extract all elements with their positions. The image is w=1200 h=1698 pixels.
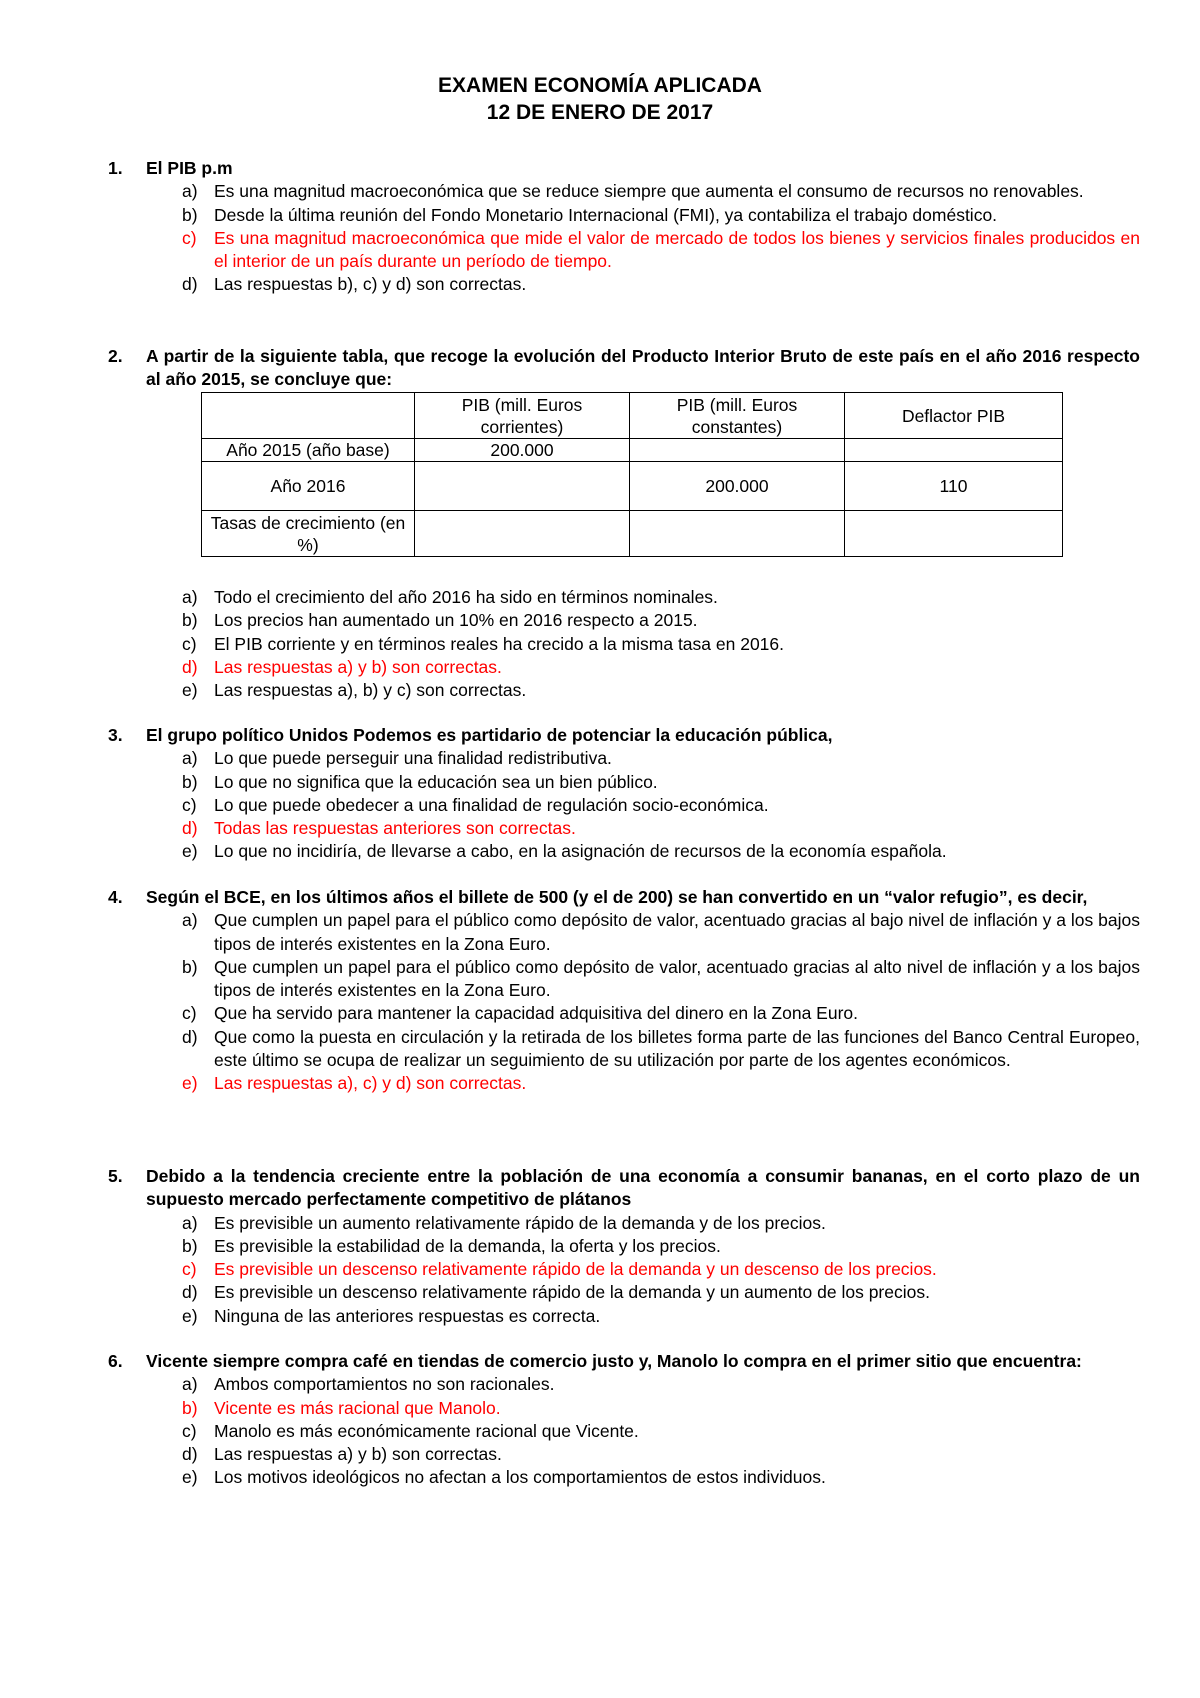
table-cell: [202, 393, 415, 439]
option-text: Todo el crecimiento del año 2016 ha sido en términos nominales.: [214, 587, 718, 607]
option-c: [108, 1002, 1140, 1025]
question-2: [108, 345, 1140, 392]
option-letter: d): [182, 656, 198, 677]
option-text: Es previsible un descenso relativamente rápido de la demanda y un aumento de los precios.: [214, 1282, 930, 1303]
option-text: Lo que no incidiría, de llevarse a cabo, en la asignación de recursos de la economía española.: [214, 841, 947, 862]
option-letter: c): [182, 794, 197, 815]
exam-date: 12 DE ENERO DE 2017: [486, 101, 714, 124]
option-letter: b): [182, 204, 198, 225]
option-letter: e): [182, 1305, 198, 1326]
option-letter: e): [182, 841, 198, 862]
option-b: [108, 204, 1140, 227]
option-text: Es previsible la estabilidad de la demanda, la oferta y los precios.: [214, 1235, 721, 1256]
option-e: [108, 1466, 1140, 1489]
option-d: [108, 1281, 1140, 1304]
table-cell: 110: [845, 462, 1063, 511]
table-header-cell: Deflactor PIB: [845, 393, 1063, 439]
option-letter: c): [182, 1420, 197, 1441]
option-a: [108, 586, 1140, 609]
option-text: Lo que no significa que la educación sea un bien público.: [214, 771, 658, 792]
option-text: Las respuestas a) y b) son correctas.: [214, 1444, 502, 1465]
option-letter: b): [182, 956, 198, 977]
table-row: [202, 462, 1063, 511]
option-b: [108, 771, 1140, 794]
option-b-correct: [108, 1397, 1140, 1420]
option-d: [108, 273, 1140, 296]
option-letter: a): [182, 1374, 198, 1395]
option-letter: b): [182, 771, 198, 792]
option-letter: a): [182, 587, 198, 607]
option-a: [108, 1373, 1140, 1396]
option-text: Es previsible un aumento relativamente rápido de la demanda y de los precios.: [214, 1212, 826, 1233]
option-letter: b): [182, 610, 198, 631]
option-text: Los motivos ideológicos no afectan a los comportamientos de estos individuos.: [214, 1467, 826, 1488]
question-text: El grupo político Unidos Podemos es partidario de potenciar la educación pública,: [146, 725, 833, 745]
option-b: [108, 1235, 1140, 1258]
option-c: [108, 794, 1140, 817]
option-d: [108, 1443, 1140, 1466]
option-letter: a): [182, 1212, 198, 1233]
option-d-correct: [108, 656, 1140, 679]
option-letter: b): [182, 1397, 198, 1418]
option-letter: e): [182, 1467, 198, 1488]
question-1: [108, 157, 1140, 297]
question-number: 4.: [108, 887, 123, 907]
question-text: A partir de la siguiente tabla, que recoge la evolución del Producto Interior Bruto de este país en el año 2016 respecto al año 2015, se concluye que:: [146, 346, 1140, 390]
table-cell: Año 2016: [202, 462, 415, 511]
table-cell: 200.000: [630, 462, 845, 511]
option-text: El PIB corriente y en términos reales ha crecido a la misma tasa en 2016.: [214, 633, 784, 654]
table-header-cell: PIB (mill. Euros constantes): [630, 393, 845, 439]
question-number: 3.: [108, 725, 123, 745]
option-text: Las respuestas a), c) y d) son correctas.: [214, 1073, 527, 1094]
option-letter: a): [182, 910, 198, 931]
table-cell: [845, 439, 1063, 462]
option-a: [108, 747, 1140, 770]
option-text: Los precios han aumentado un 10% en 2016 respecto a 2015.: [214, 610, 698, 631]
option-letter: c): [182, 633, 197, 654]
question-number: 6.: [108, 1351, 123, 1371]
option-d: [108, 1026, 1140, 1073]
table-cell: 200.000: [415, 439, 630, 462]
option-letter: e): [182, 680, 198, 701]
question-text: Según el BCE, en los últimos años el billete de 500 (y el de 200) se han convertido en un “valor refugio”, es decir,: [146, 887, 1088, 907]
table-cell: [415, 511, 630, 557]
question-text: Debido a la tendencia creciente entre la población de una economía a consumir bananas, en el corto plazo de un supuesto mercado perfectamente competitivo de plátanos: [146, 1166, 1140, 1210]
option-text: Que cumplen un papel para el público como depósito de valor, acentuado gracias al bajo nivel de inflación y a los bajos tipos de interés existentes en la Zona Euro.: [214, 910, 1140, 954]
question-text: Vicente siempre compra café en tiendas de comercio justo y, Manolo lo compra en el primer sitio que encuentra:: [146, 1351, 1082, 1371]
option-text: Es previsible un descenso relativamente rápido de la demanda y un descenso de los precios.: [214, 1259, 937, 1280]
option-letter: d): [182, 274, 198, 295]
option-letter: e): [182, 1073, 198, 1094]
option-e-correct: [108, 1072, 1140, 1095]
table-header-cell: PIB (mill. Euros corrientes): [415, 393, 630, 439]
option-c: [108, 1420, 1140, 1443]
table-cell: [415, 462, 630, 511]
option-letter: d): [182, 1282, 198, 1303]
table-header-row: [202, 393, 1063, 439]
table-row: [202, 439, 1063, 462]
option-a: [108, 909, 1140, 956]
exam-title: EXAMEN ECONOMÍA APLICADA: [438, 74, 762, 97]
option-text: Es una magnitud macroeconómica que mide el valor de mercado de todos los bienes y servicios finales producidos en el interior de un país durante un período de tiempo.: [214, 227, 1140, 272]
question-3: [108, 724, 1140, 864]
option-b: [108, 956, 1140, 1003]
option-text: Lo que puede perseguir una finalidad redistributiva.: [214, 748, 612, 769]
option-d-correct: [108, 817, 1140, 840]
option-text: Es una magnitud macroeconómica que se reduce siempre que aumenta el consumo de recursos no renovables.: [214, 181, 1084, 202]
question-4: [108, 886, 1140, 1096]
option-letter: c): [182, 1003, 197, 1024]
table-cell: [630, 511, 845, 557]
option-letter: d): [182, 818, 198, 839]
question-2-options: [108, 586, 1140, 702]
option-e: [108, 679, 1140, 702]
pib-table: [201, 392, 1063, 557]
option-text: Ambos comportamientos no son racionales.: [214, 1374, 555, 1395]
option-c-correct: [108, 227, 1140, 274]
question-5: [108, 1165, 1140, 1328]
question-6: [108, 1350, 1140, 1490]
table-cell: [845, 511, 1063, 557]
option-letter: d): [182, 1026, 198, 1047]
option-letter: a): [182, 181, 198, 202]
option-text: Vicente es más racional que Manolo.: [214, 1397, 501, 1418]
option-letter: a): [182, 748, 198, 769]
option-text: Que como la puesta en circulación y la retirada de los billetes forma parte de las funciones del Banco Central Europeo, este último se ocupa de realizar un seguimiento de su utilización por parte de los agentes económicos.: [214, 1026, 1140, 1071]
table-cell: [630, 439, 845, 462]
option-a: [108, 1212, 1140, 1235]
option-letter: c): [182, 1259, 197, 1280]
option-text: Manolo es más económicamente racional que Vicente.: [214, 1420, 639, 1441]
option-c: [108, 633, 1140, 656]
option-e: [108, 1305, 1140, 1328]
option-text: Que ha servido para mantener la capacidad adquisitiva del dinero en la Zona Euro.: [214, 1003, 859, 1024]
option-letter: b): [182, 1235, 198, 1256]
question-number: 5.: [108, 1166, 123, 1186]
table-row: [202, 511, 1063, 557]
table-cell: Año 2015 (año base): [202, 439, 415, 462]
option-letter: d): [182, 1444, 198, 1465]
option-text: Lo que puede obedecer a una finalidad de regulación socio-económica.: [214, 794, 769, 815]
option-text: Desde la última reunión del Fondo Monetario Internacional (FMI), ya contabiliza el trabajo doméstico.: [214, 204, 998, 225]
option-text: Que cumplen un papel para el público como depósito de valor, acentuado gracias al alto nivel de inflación y a los bajos tipos de interés existentes en la Zona Euro.: [214, 956, 1140, 1001]
option-text: Las respuestas a), b) y c) son correctas.: [214, 680, 527, 701]
question-text: El PIB p.m: [146, 158, 233, 178]
option-b: [108, 609, 1140, 632]
question-number: 1.: [108, 158, 123, 178]
option-text: Ninguna de las anteriores respuestas es correcta.: [214, 1305, 601, 1326]
question-number: 2.: [108, 346, 123, 366]
table-cell: Tasas de crecimiento (en %): [202, 511, 415, 557]
option-e: [108, 840, 1140, 863]
option-text: Las respuestas b), c) y d) son correctas.: [214, 274, 527, 295]
option-text: Todas las respuestas anteriores son correctas.: [214, 818, 576, 839]
option-c-correct: [108, 1258, 1140, 1281]
option-letter: c): [182, 227, 197, 248]
option-a: [108, 180, 1140, 203]
option-text: Las respuestas a) y b) son correctas.: [214, 656, 502, 677]
